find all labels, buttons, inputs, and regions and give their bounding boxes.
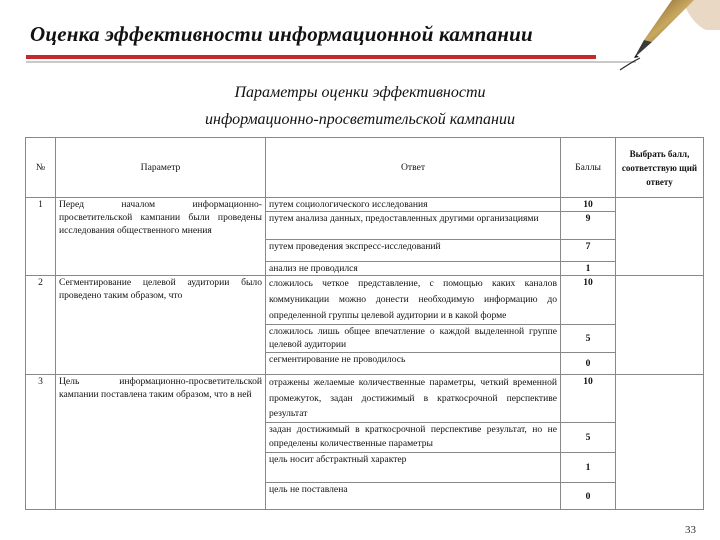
title-underline-grey	[26, 61, 636, 63]
row-number: 3	[26, 375, 56, 510]
subtitle	[150, 79, 570, 133]
answer-cell: путем социологического исследования	[266, 198, 561, 212]
answer-cell: сложилось четкое представление, с помощью каких каналов коммуникации можно донести необходимую информацию до определенной группы целевой аудитории и в какой форме	[266, 276, 561, 325]
parameter-cell: Перед началом информационно-просветительской кампании были проведены исследования общественного мнения	[56, 198, 266, 276]
answer-cell: сегментирование не проводилось	[266, 353, 561, 375]
slide-title: Оценка эффективности информационной кампании	[30, 22, 533, 46]
score-cell: 1	[561, 453, 616, 483]
score-cell: 10	[561, 276, 616, 325]
header-num: №	[26, 138, 56, 198]
score-cell: 0	[561, 483, 616, 510]
header-answer: Ответ	[266, 138, 561, 198]
table-row	[26, 375, 704, 423]
table-row	[26, 198, 704, 212]
score-cell: 9	[561, 212, 616, 240]
answer-cell: отражены желаемые количественные параметры, четкий временной промежуток, задан достижимый в краткосрочной перспективе результат	[266, 375, 561, 423]
score-cell: 5	[561, 423, 616, 453]
score-cell: 10	[561, 198, 616, 212]
answer-cell: цель носит абстрактный характер	[266, 453, 561, 483]
page-number: 33	[685, 524, 696, 536]
table-header-row	[26, 138, 704, 198]
header-score: Баллы	[561, 138, 616, 198]
score-cell: 0	[561, 353, 616, 375]
subtitle-line-2: информационно-просветительской кампании	[205, 111, 515, 128]
answer-cell: путем анализа данных, предоставленных другими организациями	[266, 212, 561, 240]
answer-cell: анализ не проводился	[266, 262, 561, 276]
header-param: Параметр	[56, 138, 266, 198]
header-pick: Выбрать балл, соответствую щий ответу	[616, 138, 704, 198]
score-cell: 5	[561, 325, 616, 353]
fountain-pen-icon	[612, 0, 720, 75]
score-cell: 10	[561, 375, 616, 423]
subtitle-line-1: Параметры оценки эффективности	[234, 84, 486, 101]
parameter-cell: Сегментирование целевой аудитории было проведено таким образом, что	[56, 276, 266, 375]
evaluation-table	[25, 137, 704, 510]
pick-score-cell[interactable]	[616, 375, 704, 510]
table-row	[26, 276, 704, 325]
answer-cell: цель не поставлена	[266, 483, 561, 510]
row-number: 1	[26, 198, 56, 276]
answer-cell: задан достижимый в краткосрочной перспективе результат, но не определены количественные параметры	[266, 423, 561, 453]
parameter-cell: Цель информационно-просветительской кампании поставлена таким образом, что в ней	[56, 375, 266, 510]
pick-score-cell[interactable]	[616, 198, 704, 276]
answer-cell: путем проведения экспресс-исследований	[266, 240, 561, 262]
score-cell: 1	[561, 262, 616, 276]
row-number: 2	[26, 276, 56, 375]
answer-cell: сложилось лишь общее впечатление о каждой выделенной группе целевой аудитории	[266, 325, 561, 353]
score-cell: 7	[561, 240, 616, 262]
pick-score-cell[interactable]	[616, 276, 704, 375]
title-underline-red	[26, 55, 596, 59]
